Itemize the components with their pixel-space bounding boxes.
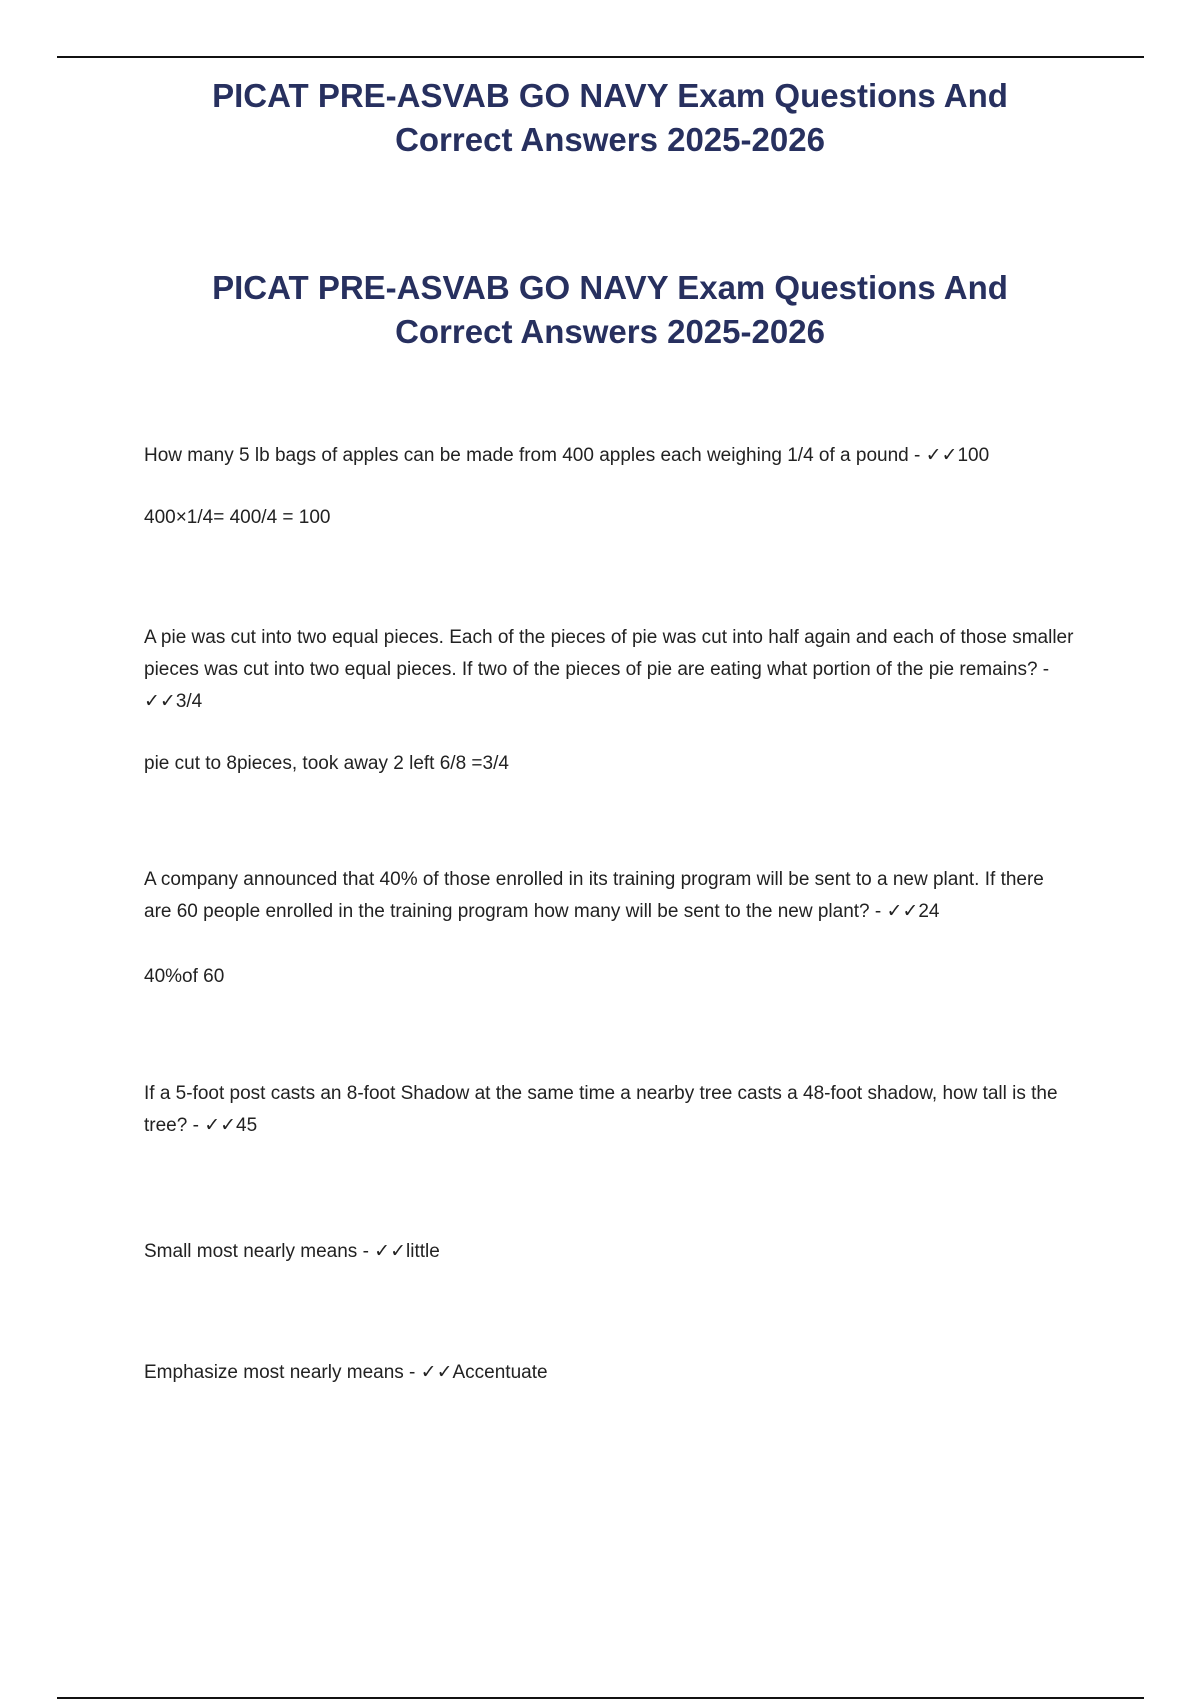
question-text: A pie was cut into two equal pieces. Each of the pieces of pie was cut into half again and each of those smaller pieces was cut into two equal pieces. If two of the pieces of pie are eating what portion of the pie remains? - ✓✓3/4 xyxy=(144,627,1074,712)
explanation-1 xyxy=(144,502,1074,534)
question-4 xyxy=(144,1078,1074,1142)
question-text: How many 5 lb bags of apples can be made from 400 apples each weighing 1/4 of a pound - ✓✓100 xyxy=(144,445,990,466)
question-text: Emphasize most nearly means - ✓✓Accentuate xyxy=(144,1362,548,1383)
question-6 xyxy=(144,1357,1074,1389)
question-2 xyxy=(144,622,1074,718)
explanation-2 xyxy=(144,748,1074,780)
bottom-rule xyxy=(57,1697,1144,1699)
question-text: A company announced that 40% of those enrolled in its training program will be sent to a new plant. If there are 60 people enrolled in the training program how many will be sent to the new plant? - ✓✓24 xyxy=(144,869,1044,922)
document-title: PICAT PRE-ASVAB GO NAVY Exam Questions And Correct Answers 2025-2026 xyxy=(212,269,1008,350)
question-1 xyxy=(144,440,1074,472)
question-text: Small most nearly means - ✓✓little xyxy=(144,1241,440,1262)
question-3 xyxy=(144,864,1074,928)
question-text: If a 5-foot post casts an 8-foot Shadow at the same time a nearby tree casts a 48-foot shadow, how tall is the tree? - ✓✓45 xyxy=(144,1083,1058,1136)
explanation-text: 40%of 60 xyxy=(144,966,225,987)
header-title: PICAT PRE-ASVAB GO NAVY Exam Questions And Correct Answers 2025-2026 xyxy=(212,77,1008,158)
explanation-text: 400×1/4= 400/4 = 100 xyxy=(144,507,331,528)
question-5 xyxy=(144,1236,1074,1268)
top-rule xyxy=(57,56,1144,58)
explanation-3 xyxy=(144,961,1074,993)
explanation-text: pie cut to 8pieces, took away 2 left 6/8 =3/4 xyxy=(144,753,509,774)
